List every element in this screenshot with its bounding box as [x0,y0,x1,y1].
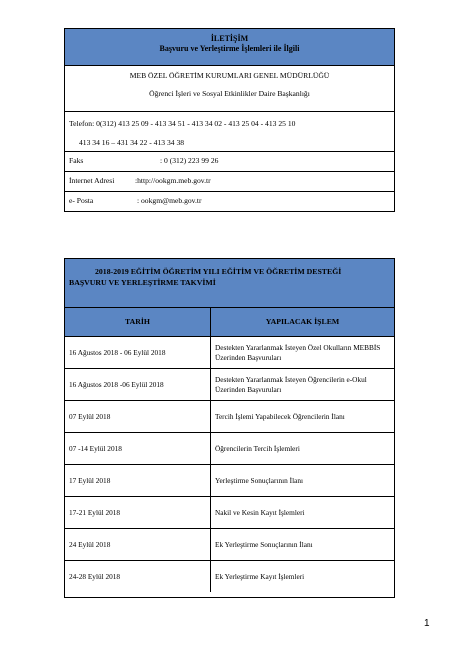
contact-title: İLETİŞİM [210,34,249,43]
row-action: Öğrencilerin Tercih İşlemleri [211,433,395,465]
row-action: Yerleştirme Sonuçlarının İlanı [211,465,395,497]
fax-row [65,152,394,172]
org-dept: Öğrenci İşleri ve Sosyal Etkinlikler Daire Başkanlığı [149,89,310,98]
contact-box [64,28,395,212]
email-link[interactable]: : ookgm@meb.gov.tr [137,196,202,205]
table-row [65,401,394,433]
schedule-header [65,259,394,308]
web-row [65,172,394,192]
contact-subtitle: Başvuru ve Yerleştirme İşlemleri ile İlgili [159,44,300,53]
org-name: MEB ÖZEL ÖĞRETİM KURUMLARI GENEL MÜDÜRLÜĞÜ [129,71,330,80]
row-date: 24-28 Eylül 2018 [65,561,211,593]
row-date: 07 -14 Eylül 2018 [65,433,211,465]
table-row [65,497,394,529]
org-row [65,66,394,112]
row-date: 16 Ağustos 2018 -06 Eylül 2018 [65,369,211,401]
row-action: Tercih İşlemi Yapabilecek Öğrencilerin İlanı [211,401,395,433]
phone-row [65,112,394,152]
row-action: Ek Yerleştirme Kayıt İşlemleri [211,561,395,593]
schedule-title-line-2: BAŞVURU VE YERLEŞTİRME TAKVİMİ [69,278,216,287]
table-row [65,337,394,369]
col-header-date: TARİH [65,308,211,337]
table-row [65,529,394,561]
fax-label: Faks [69,156,84,165]
table-row [65,465,394,497]
row-date: 07 Eylül 2018 [65,401,211,433]
schedule-title-line-1: 2018-2019 EĞİTİM ÖĞRETİM YILI EĞİTİM VE ÖĞRETİM DESTEĞİ [95,267,342,276]
row-action: Ek Yerleştirme Sonuçlarının İlanı [211,529,395,561]
row-date: 16 Ağustos 2018 - 06 Eylül 2018 [65,337,211,369]
col-header-action: YAPILACAK İŞLEM [211,308,395,337]
schedule-table [65,308,394,592]
web-link[interactable]: :http://ookgm.meb.gov.tr [135,176,211,185]
table-row [65,369,394,401]
phone-line-1: Telefon: 0(312) 413 25 09 - 413 34 51 - 413 34 02 - 413 25 04 - 413 25 10 [69,119,296,128]
table-row [65,433,394,465]
row-date: 17 Eylül 2018 [65,465,211,497]
table-row [65,561,394,593]
row-action: Destekten Yararlanmak İsteyen Öğrencilerin e-Okul Üzerinden Başvuruları [211,369,395,401]
fax-value: : 0 (312) 223 99 26 [160,156,219,165]
schedule-box [64,258,395,598]
row-action: Nakil ve Kesin Kayıt İşlemleri [211,497,395,529]
contact-header [65,29,394,66]
table-header-row [65,308,394,337]
row-date: 24 Eylül 2018 [65,529,211,561]
phone-line-2: 413 34 16 – 431 34 22 - 413 34 38 [79,138,185,147]
email-label: e- Posta [69,196,94,205]
web-label: İnternet Adresi [69,176,115,185]
row-action: Destekten Yararlanmak İsteyen Özel Okulların MEBBİS Üzerinden Başvuruları [211,337,395,369]
page-number: 1 [424,618,430,629]
email-row [65,192,394,212]
row-date: 17-21 Eylül 2018 [65,497,211,529]
